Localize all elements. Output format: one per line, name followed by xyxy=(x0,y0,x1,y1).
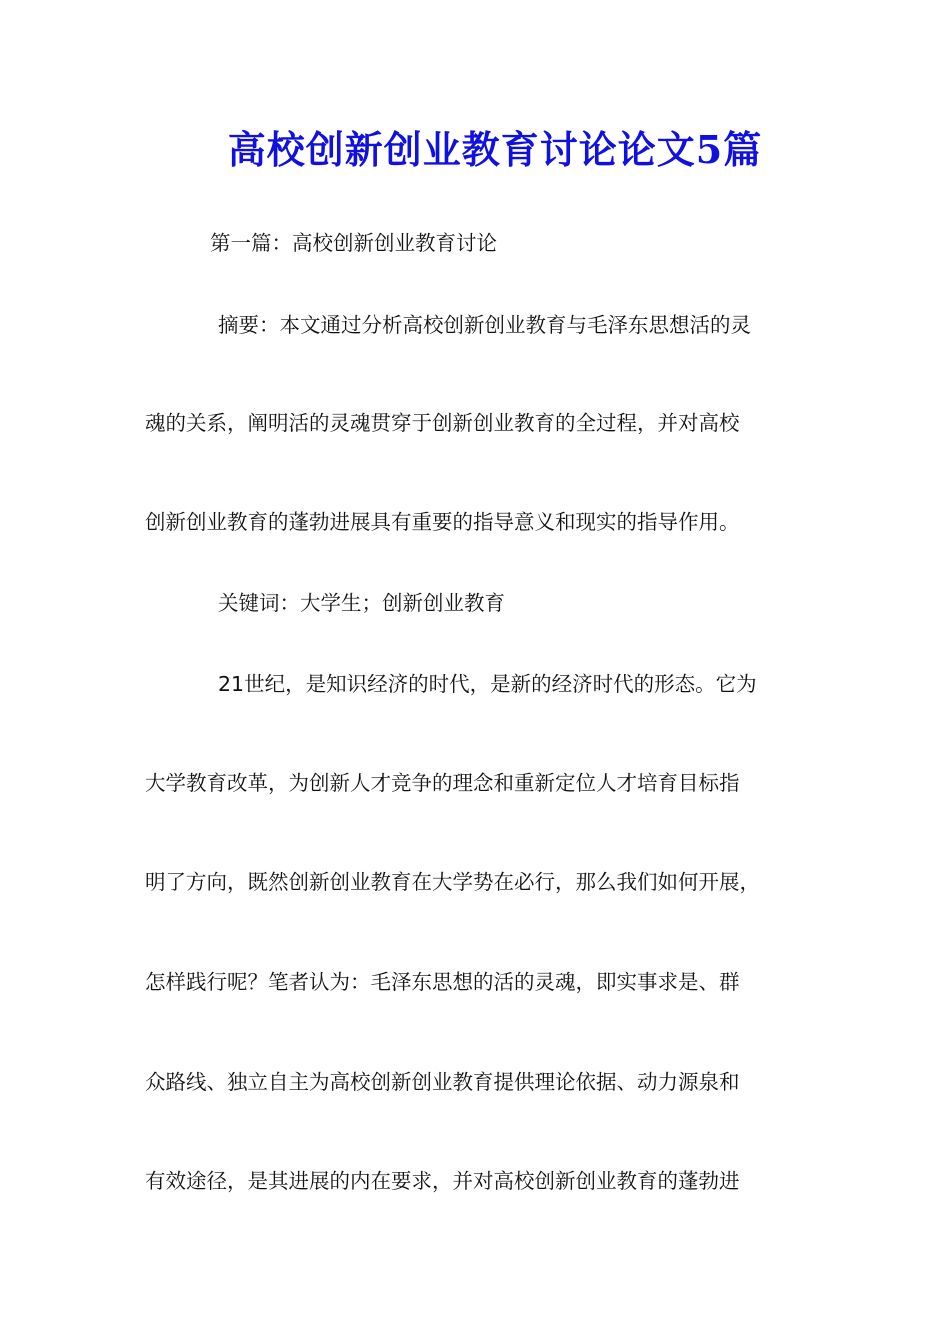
paragraph-line: 怎样践行呢？笔者认为：毛泽东思想的活的灵魂，即实事求是、群 xyxy=(145,970,740,994)
section-heading: 第一篇：高校创新创业教育讨论 xyxy=(210,231,497,255)
paragraph-line: 创新创业教育的蓬勃进展具有重要的指导意义和现实的指导作用。 xyxy=(145,510,740,534)
keywords-line: 关键词：大学生；创新创业教育 xyxy=(218,591,505,615)
paragraph-line: 众路线、独立自主为高校创新创业教育提供理论依据、动力源泉和 xyxy=(145,1070,740,1094)
document-title: 高校创新创业教育讨论论文5篇 xyxy=(227,127,763,172)
paragraph-line: 摘要：本文通过分析高校创新创业教育与毛泽东思想活的灵 xyxy=(218,313,751,337)
paragraph-line: 21世纪，是知识经济的时代，是新的经济时代的形态。它为 xyxy=(218,672,757,696)
paragraph-line: 有效途径，是其进展的内在要求，并对高校创新创业教育的蓬勃进 xyxy=(145,1169,740,1193)
paragraph-line: 大学教育改革，为创新人才竞争的理念和重新定位人才培育目标指 xyxy=(145,771,740,795)
paragraph-line: 魂的关系，阐明活的灵魂贯穿于创新创业教育的全过程，并对高校 xyxy=(145,411,740,435)
paragraph-line: 明了方向，既然创新创业教育在大学势在必行，那么我们如何开展， xyxy=(145,870,760,894)
